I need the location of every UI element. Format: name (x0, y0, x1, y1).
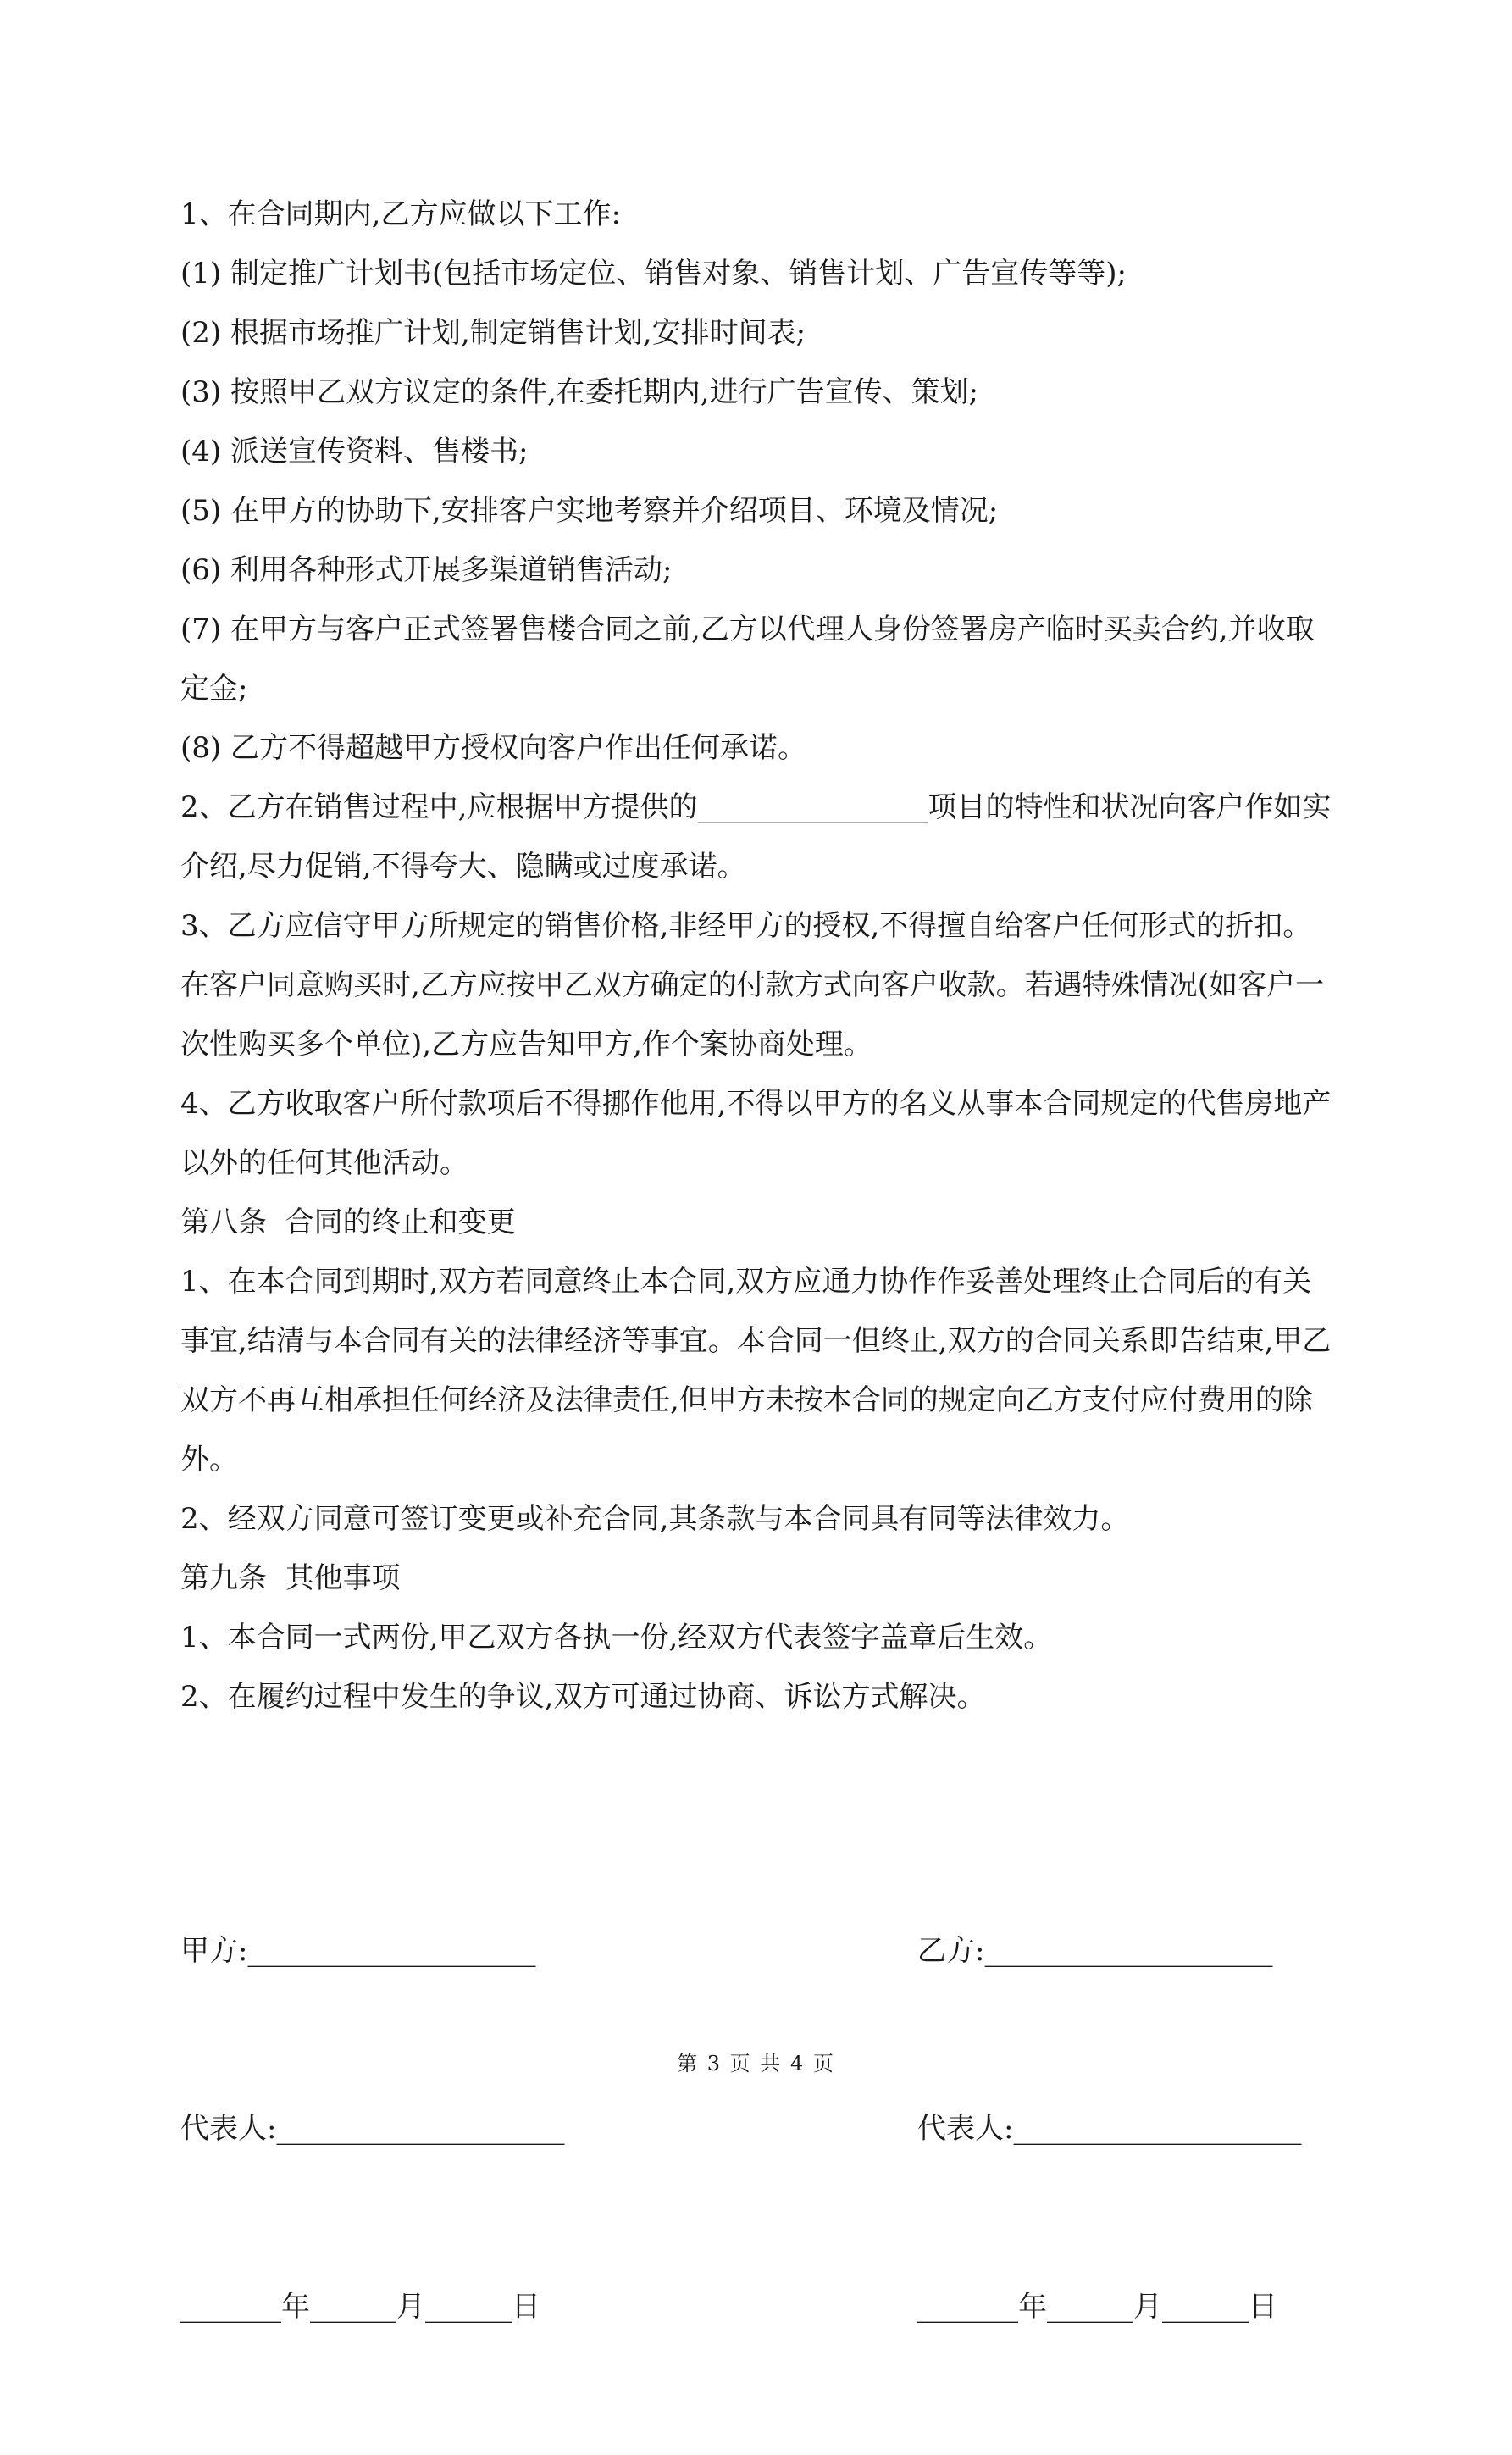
party-b-field: 乙方:____________________ (917, 1934, 1273, 1968)
paragraph: 1、在合同期内,乙方应做以下工作: (180, 197, 621, 231)
section-heading: 第九条 其他事项 (180, 1561, 401, 1595)
party-b-date-field: _______年______月______日 (917, 2290, 1277, 2324)
paragraph: 2、乙方在销售过程中,应根据甲方提供的________________项目的特性和状况向客户作如实介绍,尽力促销,不得夸大、隐瞒或过度承诺。 (180, 790, 1332, 884)
page-number-footer: 第 3 页 共 4 页 (677, 2052, 835, 2075)
section-heading: 第八条 合同的终止和变更 (180, 1205, 516, 1239)
paragraph: 4、乙方收取客户所付款项后不得挪作他用,不得以甲方的名义从事本合同规定的代售房地产以外的任何其他活动。 (180, 1087, 1332, 1180)
paragraph: (7) 在甲方与客户正式签署售楼合同之前,乙方以代理人身份签署房产临时买卖合约,并收取定金; (180, 612, 1315, 706)
paragraph: 2、在履约过程中发生的争议,双方可通过协商、诉讼方式解决。 (180, 1680, 986, 1714)
paragraph: (5) 在甲方的协助下,安排客户实地考察并介绍项目、环境及情况; (180, 494, 999, 528)
paragraph: 1、本合同一式两份,甲乙双方各执一份,经双方代表签字盖章后生效。 (180, 1621, 1053, 1654)
paragraph: 1、在本合同到期时,双方若同意终止本合同,双方应通力协作作妥善处理终止合同后的有关事宜,结清与本合同有关的法律经济等事宜。本合同一但终止,双方的合同关系即告结束,甲乙双方不再互相承担任何经济及法律责任,但甲方未按本合同的规定向乙方支付应付费用的除外。 (180, 1265, 1332, 1477)
party-b-representative-field: 代表人:____________________ (917, 2112, 1302, 2146)
paragraph: (6) 利用各种形式开展多渠道销售活动; (180, 553, 673, 587)
paragraph: 3、乙方应信守甲方所规定的销售价格,非经甲方的授权,不得擅自给客户任何形式的折扣。在客户同意购买时,乙方应按甲乙双方确定的付款方式向客户收款。若遇特殊情况(如客户一次性购买多个单位),乙方应告知甲方,作个案协商处理。 (180, 909, 1325, 1061)
paragraph: 2、经双方同意可签订变更或补充合同,其条款与本合同具有同等法律效力。 (180, 1502, 1130, 1536)
party-b-signature-block (917, 1803, 1301, 2455)
paragraph: (4) 派送宣传资料、售楼书; (180, 435, 529, 468)
contract-body (180, 185, 1332, 1726)
party-a-field: 甲方:____________________ (180, 1934, 536, 1968)
party-a-date-field: _______年______月______日 (180, 2290, 540, 2324)
paragraph: (8) 乙方不得超越甲方授权向客户作出任何承诺。 (180, 731, 806, 765)
paragraph: (2) 根据市场推广计划,制定销售计划,安排时间表; (180, 316, 806, 350)
paragraph: (1) 制定推广计划书(包括市场定位、销售对象、销售计划、广告宣传等等); (180, 257, 1127, 291)
party-a-signature-block (180, 1803, 564, 2455)
party-a-representative-field: 代表人:____________________ (180, 2112, 565, 2146)
paragraph: (3) 按照甲乙双方议定的条件,在委托期内,进行广告宣传、策划; (180, 375, 979, 409)
